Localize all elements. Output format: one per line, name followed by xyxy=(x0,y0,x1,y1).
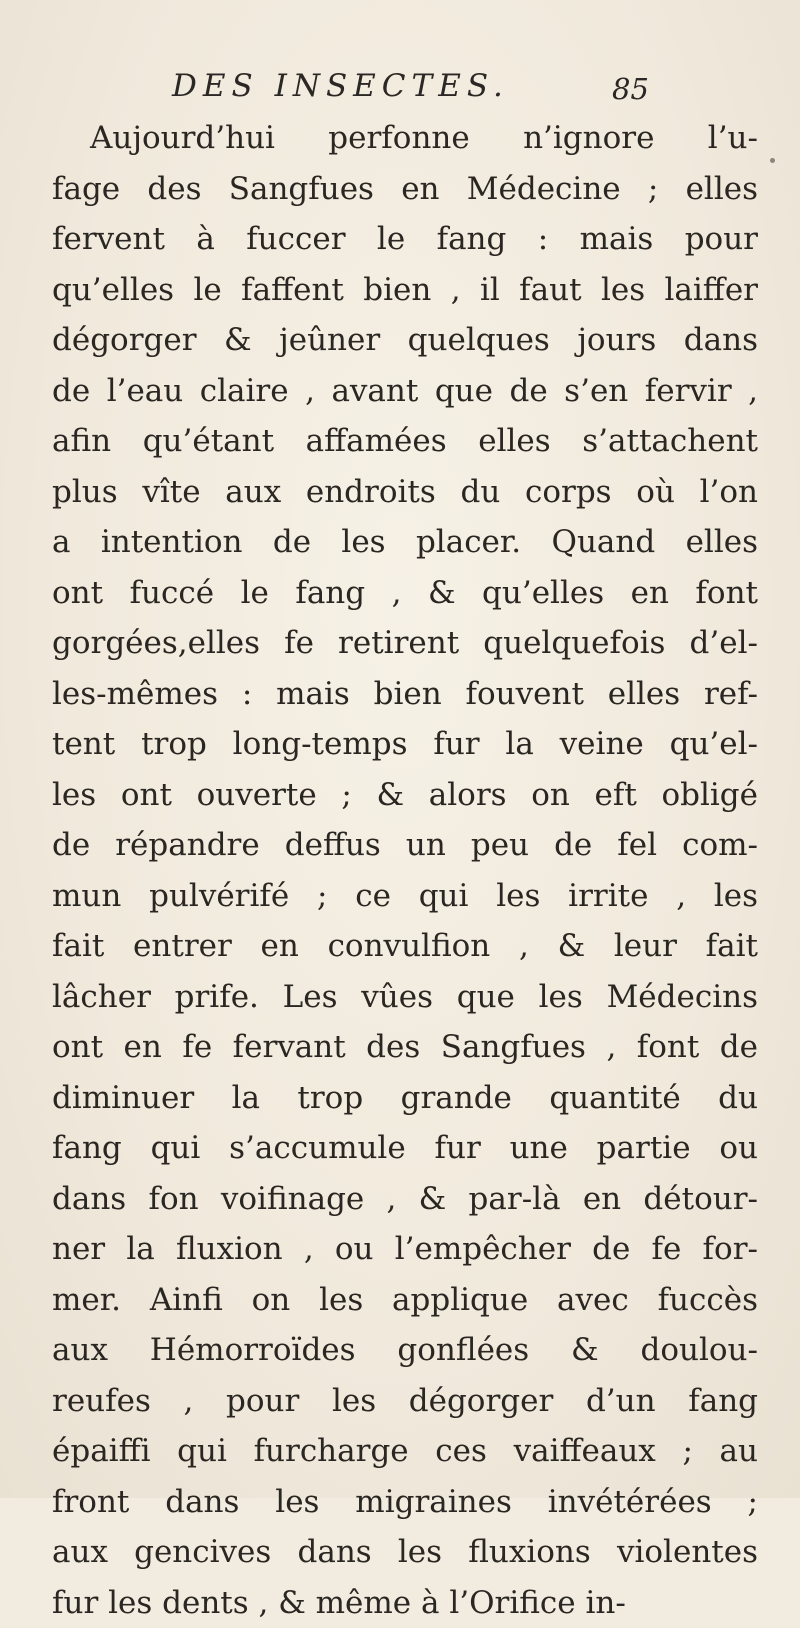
text-line: lâcher prife. Les vûes que les Médecins xyxy=(52,972,758,1023)
body-text xyxy=(52,113,758,1628)
page-number: 85 xyxy=(612,72,649,106)
text-line: ner la fluxion , ou l’empêcher de fe for- xyxy=(52,1224,758,1275)
text-line: de répandre deffus un peu de fel com- xyxy=(52,820,758,871)
text-line: ont en fe fervant des Sangfues , font de xyxy=(52,1022,758,1073)
text-line: front dans les migraines invétérées ; xyxy=(52,1477,758,1528)
text-line: aux gencives dans les fluxions violentes xyxy=(52,1527,758,1578)
text-line: aux Hémorroïdes gonflées & doulou- xyxy=(52,1325,758,1376)
text-line: reufes , pour les dégorger d’un fang xyxy=(52,1376,758,1427)
text-line: gorgées,elles fe retirent quelquefois d’el- xyxy=(52,618,758,669)
text-line: Aujourd’hui perfonne n’ignore l’u- xyxy=(52,113,758,164)
text-line: diminuer la trop grande quantité du xyxy=(52,1073,758,1124)
text-line: les-mêmes : mais bien fouvent elles ref- xyxy=(52,669,758,720)
text-line: de l’eau claire , avant que de s’en fervir , xyxy=(52,366,758,417)
text-line: épaiffi qui furcharge ces vaiffeaux ; au xyxy=(52,1426,758,1477)
text-line: afin qu’étant affamées elles s’attachent xyxy=(52,416,758,467)
text-line: mer. Ainfi on les applique avec fuccès xyxy=(52,1275,758,1326)
running-head xyxy=(0,68,800,118)
text-line: fage des Sangfues en Médecine ; elles xyxy=(52,164,758,215)
text-line: tent trop long-temps fur la veine qu’el- xyxy=(52,719,758,770)
text-line: dégorger & jeûner quelques jours dans xyxy=(52,315,758,366)
text-line: fait entrer en convulfion , & leur fait xyxy=(52,921,758,972)
text-line: fervent à fuccer le fang : mais pour xyxy=(52,214,758,265)
text-line: plus vîte aux endroits du corps où l’on xyxy=(52,467,758,518)
running-title: DES INSECTES. xyxy=(172,68,509,104)
text-line: dans fon voifinage , & par-là en détour- xyxy=(52,1174,758,1225)
text-line: fang qui s’accumule fur une partie ou xyxy=(52,1123,758,1174)
text-line: les ont ouverte ; & alors on eft obligé xyxy=(52,770,758,821)
paper-speck xyxy=(770,158,775,163)
text-line: ont fuccé le fang , & qu’elles en font xyxy=(52,568,758,619)
text-line: fur les dents , & même à l’Orifice in- xyxy=(52,1578,758,1628)
text-line: qu’elles le faffent bien , il faut les laiffer xyxy=(52,265,758,316)
text-line: mun pulvérifé ; ce qui les irrite , les xyxy=(52,871,758,922)
text-line: a intention de les placer. Quand elles xyxy=(52,517,758,568)
